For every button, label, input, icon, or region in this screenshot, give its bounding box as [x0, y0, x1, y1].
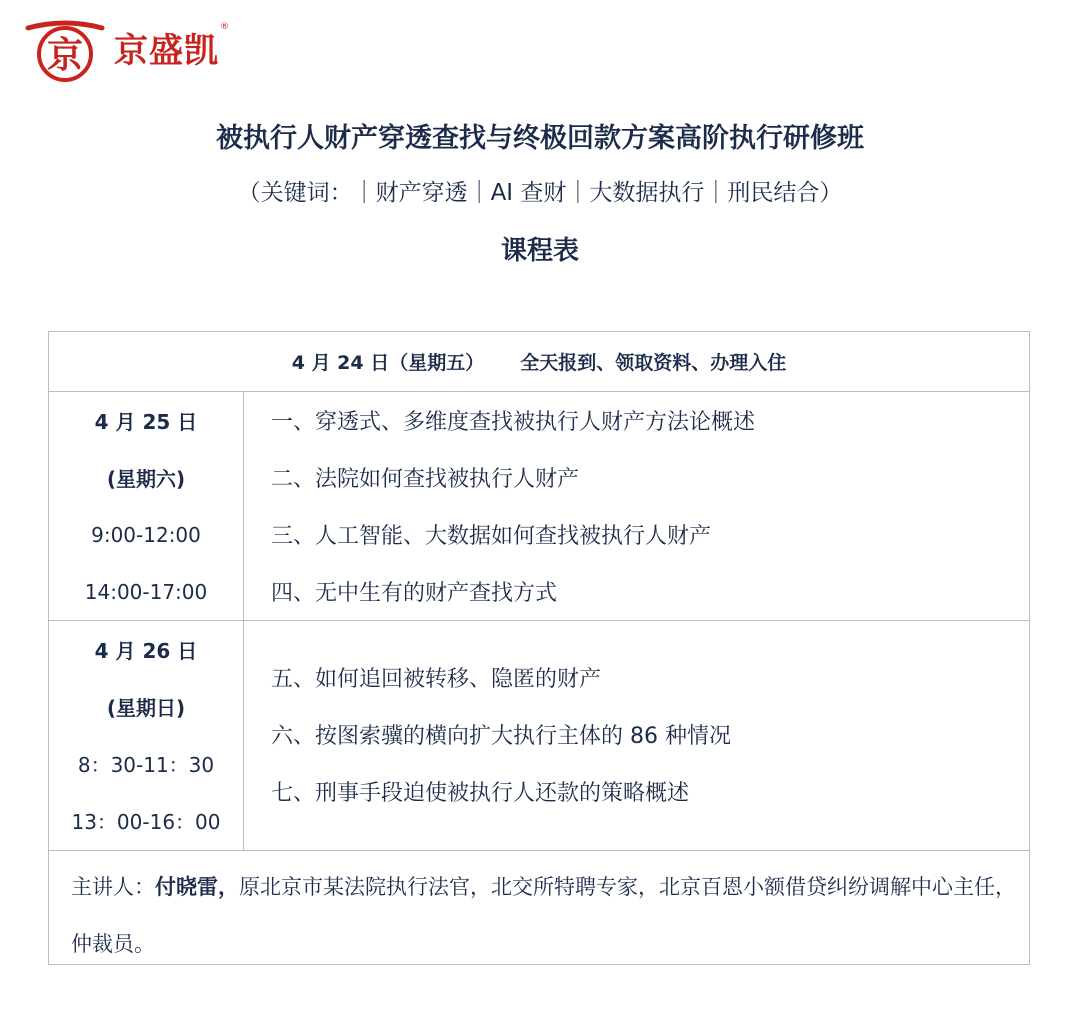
- lecturer-row: [49, 851, 1029, 964]
- day-time-afternoon: 13：00-16：00: [71, 810, 221, 834]
- day-time-morning: 9:00-12:00: [91, 522, 201, 547]
- logo-registered-mark: ®: [220, 22, 229, 32]
- day-topics-cell: [244, 392, 1029, 620]
- lecturer-label: 主讲人：: [71, 875, 155, 899]
- page-title: 被执行人财产穿透查找与终极回款方案高阶执行研修班: [216, 123, 864, 154]
- day-weekday: (星期六): [106, 467, 186, 491]
- topic-item: 二、法院如何查找被执行人财产: [271, 467, 580, 492]
- day-time-morning: 8：30-11：30: [77, 753, 215, 777]
- logo-seal-icon: [22, 18, 108, 84]
- day-weekday: (星期日): [106, 696, 186, 720]
- day-time-afternoon: 14:00-17:00: [84, 579, 208, 604]
- topic-item: 五、如何追回被转移、隐匿的财产: [271, 667, 602, 692]
- day-date: 4 月 26 日: [94, 639, 198, 663]
- logo-mark-char: 京: [46, 35, 84, 76]
- topic-item: 七、刑事手段迫使被执行人还款的策略概述: [271, 781, 690, 806]
- topic-item: 三、人工智能、大数据如何查找被执行人财产: [271, 524, 712, 549]
- day-date: 4 月 25 日: [94, 410, 198, 434]
- lecturer-desc: 原北京市某法院执行法官，北交所特聘专家，北京百恩小额借贷纠纷调解中心主任，仲裁员。: [71, 875, 1016, 956]
- day-date-cell: [49, 392, 244, 620]
- topic-item: 一、穿透式、多维度查找被执行人财产方法论概述: [271, 410, 756, 435]
- header-desc: 全天报到、领取资料、办理入住: [520, 352, 787, 374]
- schedule-header-row: [49, 332, 1029, 392]
- topic-item: 六、按图索骥的横向扩大执行主体的 86 种情况: [271, 724, 731, 749]
- keywords-line: （关键词：｜财产穿透｜AI 查财｜大数据执行｜刑民结合）: [237, 180, 843, 206]
- brand-logo: [22, 18, 229, 84]
- day-row-0425: [49, 392, 1029, 621]
- header-date: 4 月 24 日（星期五）: [291, 352, 485, 374]
- logo-brand-text: 京盛凯: [114, 31, 219, 71]
- lecturer-name: 付晓雷，: [155, 875, 239, 899]
- day-topics-cell: [244, 621, 1029, 850]
- schedule-table: [48, 331, 1030, 965]
- topic-item: 四、无中生有的财产查找方式: [271, 581, 558, 606]
- schedule-heading: 课程表: [500, 236, 579, 266]
- day-date-cell: [49, 621, 244, 850]
- day-row-0426: [49, 621, 1029, 851]
